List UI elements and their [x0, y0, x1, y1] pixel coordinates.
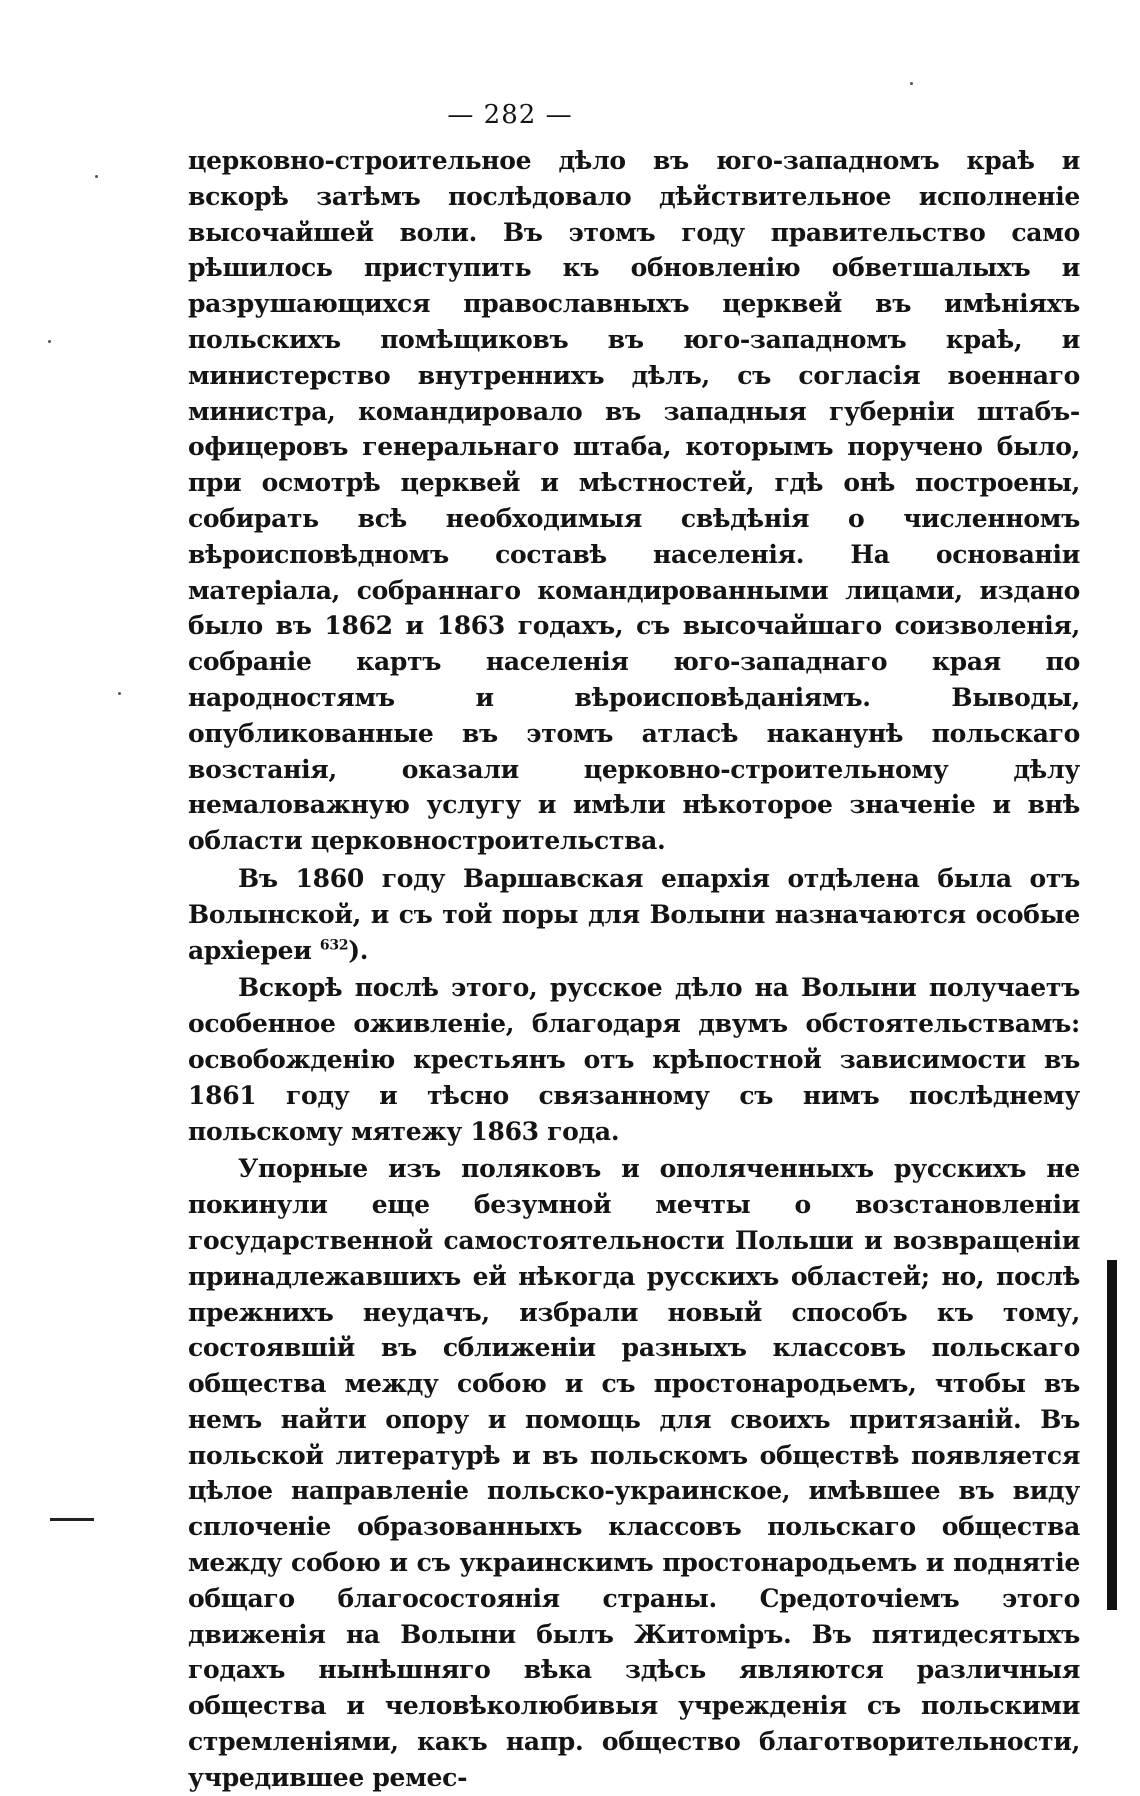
paragraph-2-tail: ).	[348, 935, 369, 965]
page-number: — 282 —	[447, 100, 573, 130]
paragraph-2-text: Въ 1860 году Варшавская епархія отдѣлена была отъ Волынской, и съ той поры для Волыни назначаются особые архіереи	[188, 863, 1080, 965]
scan-edge-bar	[1107, 1260, 1117, 1610]
scan-speck	[118, 692, 121, 695]
paragraph-1	[188, 143, 1080, 859]
paragraph-3	[188, 970, 1080, 1149]
paragraph-4-text: Упорные изъ поляковъ и ополяченныхъ русскихъ не покинули еще безумной мечты о возстановленіи государственной самостоятельности Польши и возвращеніи принадлежавшихъ ей нѣкогда русскихъ областей; но, послѣ прежнихъ неудачъ, избрали новый способъ къ тому, состоявшій въ сближеніи разныхъ классовъ польскаго общества между собою и съ простонародьемъ, чтобы въ немъ найти опору и помощь для своихъ притязаній. Въ польской литературѣ и въ польскомъ обществѣ появляется цѣлое направленіе польско-украинское, имѣвшее въ виду сплоченіе образованныхъ классовъ польскаго общества между собою и съ украинскимъ простонародьемъ и поднятіе общаго благосостоянія страны. Средоточіемъ этого движенія на Волыни былъ Житоміръ. Въ пятидесятыхъ годахъ нынѣшняго вѣка здѣсь являются различныя общества и человѣколюбивыя учрежденія съ польскими стремленіями, какъ напр. общество благотворительности, учредившее ремес-	[188, 1154, 1080, 1792]
scan-mark-dash	[50, 1518, 94, 1521]
paragraph-4	[188, 1151, 1080, 1795]
body-text	[188, 143, 1080, 1796]
scan-speck	[95, 175, 98, 178]
scan-speck	[48, 340, 51, 343]
paragraph-1-text: церковно-строительное дѣло въ юго-западномъ краѣ и вскорѣ затѣмъ послѣдовало дѣйствительное исполненіе высочайшей воли. Въ этомъ году правительство само рѣшилось приступить къ обновленію обветшалыхъ и разрушающихся православныхъ церквей въ имѣніяхъ польскихъ помѣщиковъ въ юго-западномъ краѣ, и министерство внутреннихъ дѣлъ, съ согласія военнаго министра, командировало въ западныя губерніи штабъ-офицеровъ генеральнаго штаба, которымъ поручено было, при осмотрѣ церквей и мѣстностей, гдѣ онѣ построены, собирать всѣ необходимыя свѣдѣнія о численномъ вѣроисповѣдномъ составѣ населенія. На основаніи матеріала, собраннаго командированными лицами, издано было въ 1862 и 1863 годахъ, съ высочайшаго соизволенія, собраніе картъ населенія юго-западнаго края по народностямъ и вѣроисповѣданіямъ. Выводы, опубликованные въ этомъ атласѣ наканунѣ польскаго возстанія, оказали церковно-строительному дѣлу немаловажную услугу и имѣли нѣкоторое значеніе и внѣ области церковностроительства.	[188, 146, 1080, 856]
footnote-reference: 632	[319, 937, 349, 954]
paragraph-3-text: Вскорѣ послѣ этого, русское дѣло на Волыни получаетъ особенное оживленіе, благодаря двумъ обстоятельствамъ: освобожденію крестьянъ отъ крѣпостной зависимости въ 1861 году и тѣсно связанному съ нимъ послѣднему польскому мятежу 1863 года.	[188, 973, 1080, 1146]
paragraph-2	[188, 861, 1080, 968]
scan-speck	[910, 82, 913, 85]
